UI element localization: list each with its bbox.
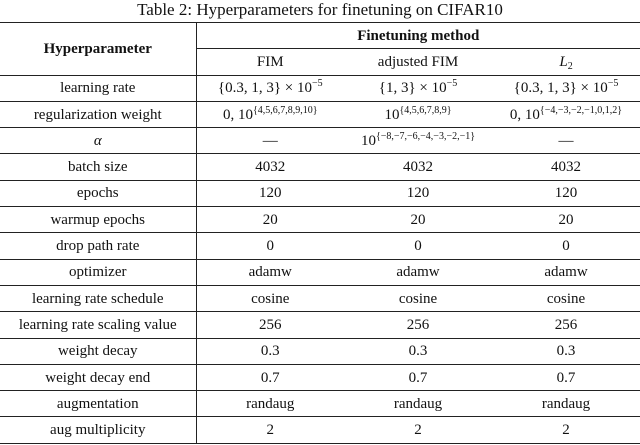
cell-exponent: {4,5,6,7,8,9,10} xyxy=(252,104,318,116)
table-cell xyxy=(196,364,344,390)
table-cell xyxy=(344,285,492,311)
cell-value: 10 xyxy=(360,132,376,149)
cell-value: cosine xyxy=(251,290,290,307)
row-label: warmup epochs xyxy=(0,207,196,233)
table-cell xyxy=(492,364,640,390)
table-row xyxy=(0,312,640,338)
cell-value: randaug xyxy=(246,395,295,412)
table-cell xyxy=(492,207,640,233)
cell-value: 120 xyxy=(554,185,578,202)
cell-value: 0 xyxy=(414,238,422,255)
table-cell xyxy=(344,364,492,390)
table-cell xyxy=(196,285,344,311)
column-header-adjusted-fim: adjusted FIM xyxy=(377,53,459,70)
table-cell xyxy=(344,154,492,180)
cell-value: 0 xyxy=(562,238,570,255)
row-label: learning rate scaling value xyxy=(0,312,196,338)
table-cell xyxy=(344,312,492,338)
table-caption: Table 2: Hyperparameters for finetuning on CIFAR10 xyxy=(137,0,503,19)
column-header-fim: FIM xyxy=(256,53,284,70)
header-finetuning-method: Finetuning method xyxy=(196,23,640,49)
table-cell xyxy=(196,417,344,443)
table-row xyxy=(0,285,640,311)
table-cell xyxy=(196,391,344,417)
table-row xyxy=(0,259,640,285)
table-cell xyxy=(344,75,492,101)
table-cell xyxy=(196,154,344,180)
cell-value: randaug xyxy=(541,395,591,412)
cell-value: 0.7 xyxy=(556,369,576,386)
table-cell xyxy=(196,128,344,154)
cell-value: 0.7 xyxy=(408,369,428,386)
table-cell xyxy=(492,391,640,417)
cell-value: 4032 xyxy=(255,159,286,176)
table-row xyxy=(0,233,640,259)
table-row xyxy=(0,180,640,206)
table-row xyxy=(0,391,640,417)
table-cell xyxy=(344,128,492,154)
cell-exponent: −5 xyxy=(446,78,458,90)
cell-exponent: {−8,−7,−6,−4,−3,−2,−1} xyxy=(375,130,476,142)
hyperparameter-table xyxy=(0,22,640,444)
table-cell xyxy=(344,207,492,233)
cell-value: {0.3, 1, 3} × 10 xyxy=(513,80,608,97)
cell-exponent: {−4,−3,−2,−1,0,1,2} xyxy=(539,104,623,116)
cell-value: 2 xyxy=(562,422,570,439)
cell-value: cosine xyxy=(546,290,586,307)
table-row xyxy=(0,101,640,127)
cell-value: 4032 xyxy=(551,159,582,176)
table-cell xyxy=(196,180,344,206)
cell-value: randaug xyxy=(393,395,443,412)
table-row xyxy=(0,128,640,154)
cell-value: — xyxy=(558,132,574,149)
table-cell xyxy=(196,312,344,338)
row-label: weight decay xyxy=(0,338,196,364)
cell-value: cosine xyxy=(398,290,438,307)
cell-value: 0.3 xyxy=(556,343,576,360)
table-cell xyxy=(344,180,492,206)
row-label: learning rate xyxy=(0,75,196,101)
table-cell xyxy=(492,101,640,127)
table-cell xyxy=(492,285,640,311)
table-cell xyxy=(196,338,344,364)
column-header-l2 xyxy=(492,49,640,75)
table-cell xyxy=(492,180,640,206)
cell-value: 256 xyxy=(554,316,578,333)
cell-value: {0.3, 1, 3} × 10 xyxy=(217,80,312,97)
cell-value: adamw xyxy=(396,264,440,281)
header-row-group xyxy=(0,23,640,49)
row-label: α xyxy=(0,128,196,154)
table-cell xyxy=(344,417,492,443)
table-row xyxy=(0,417,640,443)
cell-value: 0 xyxy=(266,238,274,255)
table-cell xyxy=(344,259,492,285)
cell-value: adamw xyxy=(248,264,292,281)
table-cell xyxy=(196,75,344,101)
table-cell xyxy=(492,128,640,154)
table-cell xyxy=(492,75,640,101)
cell-value: 120 xyxy=(406,185,430,202)
table-row xyxy=(0,154,640,180)
cell-value: 2 xyxy=(414,422,422,439)
table-cell xyxy=(344,101,492,127)
cell-value: 4032 xyxy=(403,159,433,176)
row-label: weight decay end xyxy=(0,364,196,390)
l2-symbol: L xyxy=(559,53,568,70)
cell-value: adamw xyxy=(544,264,588,281)
table-cell xyxy=(196,101,344,127)
row-label: augmentation xyxy=(0,391,196,417)
cell-value: 0.3 xyxy=(260,343,280,360)
cell-exponent: −5 xyxy=(607,78,619,90)
row-label: batch size xyxy=(0,154,196,180)
table-cell xyxy=(492,259,640,285)
table-cell xyxy=(344,233,492,259)
table-cell xyxy=(344,338,492,364)
cell-value: 256 xyxy=(259,316,282,333)
table-row xyxy=(0,364,640,390)
row-label: drop path rate xyxy=(0,233,196,259)
l2-subscript: 2 xyxy=(567,60,573,72)
table-row xyxy=(0,338,640,364)
table-cell xyxy=(492,233,640,259)
table-body xyxy=(0,75,640,443)
table-cell xyxy=(196,233,344,259)
cell-value: 0.3 xyxy=(408,343,428,360)
cell-value: — xyxy=(262,132,278,149)
table-cell xyxy=(492,312,640,338)
table-cell xyxy=(492,338,640,364)
cell-value: 0, 10 xyxy=(222,106,253,123)
table-row xyxy=(0,207,640,233)
row-label: epochs xyxy=(0,180,196,206)
row-label: regularization weight xyxy=(0,101,196,127)
cell-value: 2 xyxy=(266,422,274,439)
cell-value: 0.7 xyxy=(260,369,280,386)
cell-value: 256 xyxy=(406,316,430,333)
table-cell xyxy=(344,391,492,417)
row-label: aug multiplicity xyxy=(0,417,196,443)
cell-value: 20 xyxy=(262,211,278,228)
row-label: learning rate schedule xyxy=(0,285,196,311)
table-cell xyxy=(492,417,640,443)
row-label: optimizer xyxy=(0,259,196,285)
table-row xyxy=(0,75,640,101)
cell-exponent: {4,5,6,7,8,9} xyxy=(399,104,452,116)
cell-value: 0, 10 xyxy=(509,106,540,123)
header-hyperparameter: Hyperparameter xyxy=(0,23,196,76)
cell-exponent: −5 xyxy=(311,78,323,90)
cell-value: 120 xyxy=(259,185,282,202)
table-cell xyxy=(196,259,344,285)
table-cell xyxy=(492,154,640,180)
cell-value: 10 xyxy=(384,106,400,123)
table-cell xyxy=(196,207,344,233)
cell-value: 20 xyxy=(558,211,574,228)
cell-value: 20 xyxy=(410,211,426,228)
cell-value: {1, 3} × 10 xyxy=(378,80,447,97)
